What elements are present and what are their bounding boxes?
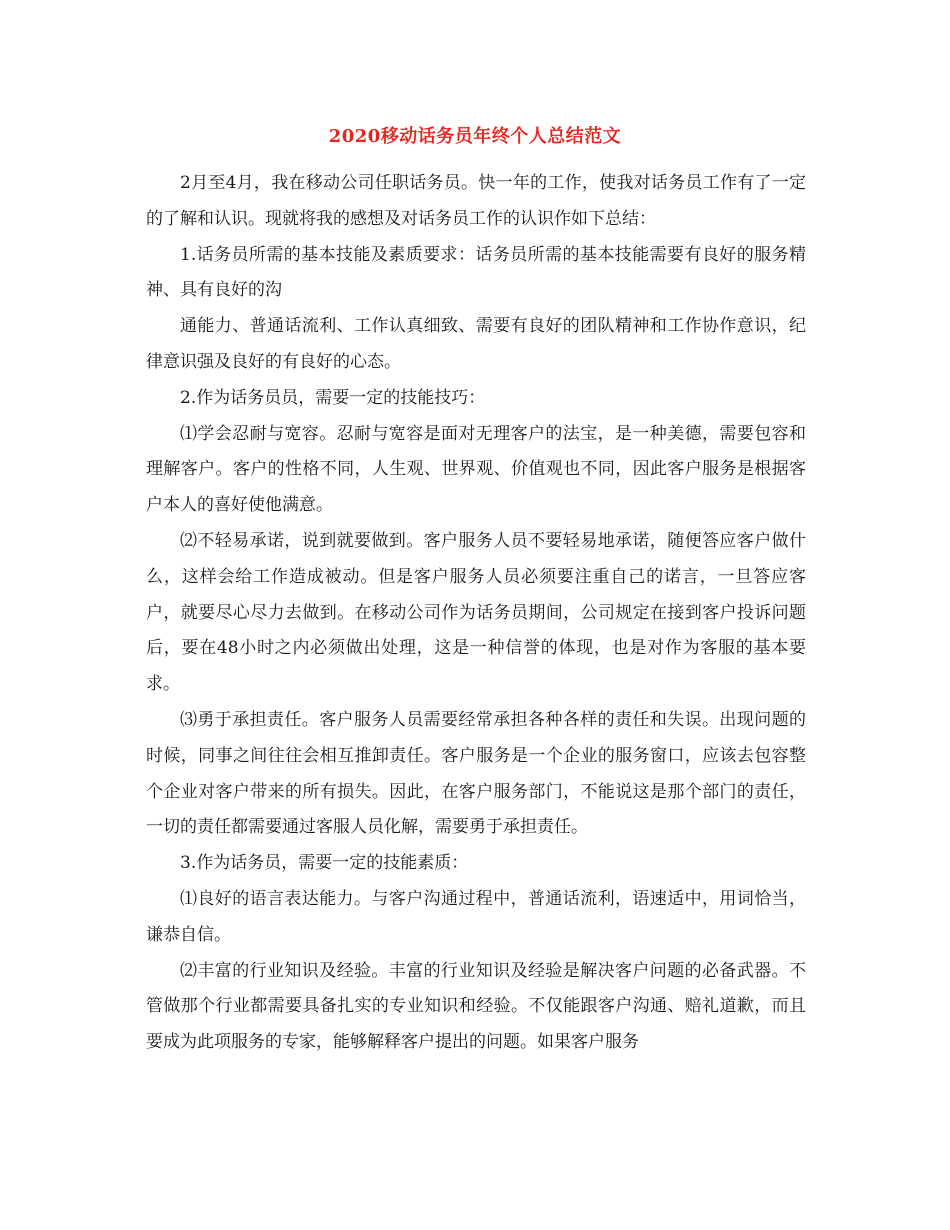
paragraph-section-3-heading: 3.作为话务员，需要一定的技能素质： <box>180 853 469 874</box>
paragraph-section-1: 1.话务员所需的基本技能及素质要求：话务员所需的基本技能需要有良好的服务精神、具有良好的沟 <box>146 244 806 301</box>
paragraph-section-3-item-2: ⑵丰富的行业知识及经验。丰富的行业知识及经验是解决客户问题的必备武器。不管做那个行业都需要具备扎实的专业知识和经验。不仅能跟客户沟通、赔礼道歉，而且要成为此项服务的专家，能够解释客户提出的问题。如果客户服务 <box>146 960 806 1053</box>
paragraph-section-2-heading: 2.作为话务员员，需要一定的技能技巧： <box>180 387 486 408</box>
document-title: 2020移动话务员年终个人总结范文 <box>328 126 622 147</box>
paragraph-intro: 2月至4月，我在移动公司任职话务员。快一年的工作，使我对话务员工作有了一定的了解和认识。现就将我的感想及对话务员工作的认识作如下总结： <box>146 173 806 229</box>
paragraph-section-2-item-1: ⑴学会忍耐与宽容。忍耐与宽容是面对无理客户的法宝，是一种美德，需要包容和理解客户。客户的性格不同，人生观、世界观、价值观也不同，因此客户服务是根据客户本人的喜好使他满意。 <box>146 423 806 516</box>
paragraph-section-2-item-2: ⑵不轻易承诺，说到就要做到。客户服务人员不要轻易地承诺，随便答应客户做什么，这样会给工作造成被动。但是客户服务人员必须要注重自己的诺言，一旦答应客户，就要尽心尽力去做到。在移动公司作为话务员期间，公司规定在接到客户投诉问题后，要在48小时之内必须做出处理，这是一种信誉的体现，也是对作为客服的基本要求。 <box>146 530 806 695</box>
paragraph-section-3-item-1: ⑴良好的语言表达能力。与客户沟通过程中，普通话流利，语速适中，用词恰当，谦恭自信。 <box>146 888 806 945</box>
paragraph-section-1-continued: 通能力、普通话流利、工作认真细致、需要有良好的团队精神和工作协作意识，纪律意识强及良好的有良好的心态。 <box>146 316 806 372</box>
paragraph-section-2-item-3: ⑶勇于承担责任。客户服务人员需要经常承担各种各样的责任和失误。出现问题的时候，同事之间往往会相互推卸责任。客户服务是一个企业的服务窗口，应该去包容整个企业对客户带来的所有损失。因此，在客户服务部门，不能说这是那个部门的责任，一切的责任都需要通过客服人员化解，需要勇于承担责任。 <box>146 709 806 838</box>
document-body <box>146 166 806 1061</box>
